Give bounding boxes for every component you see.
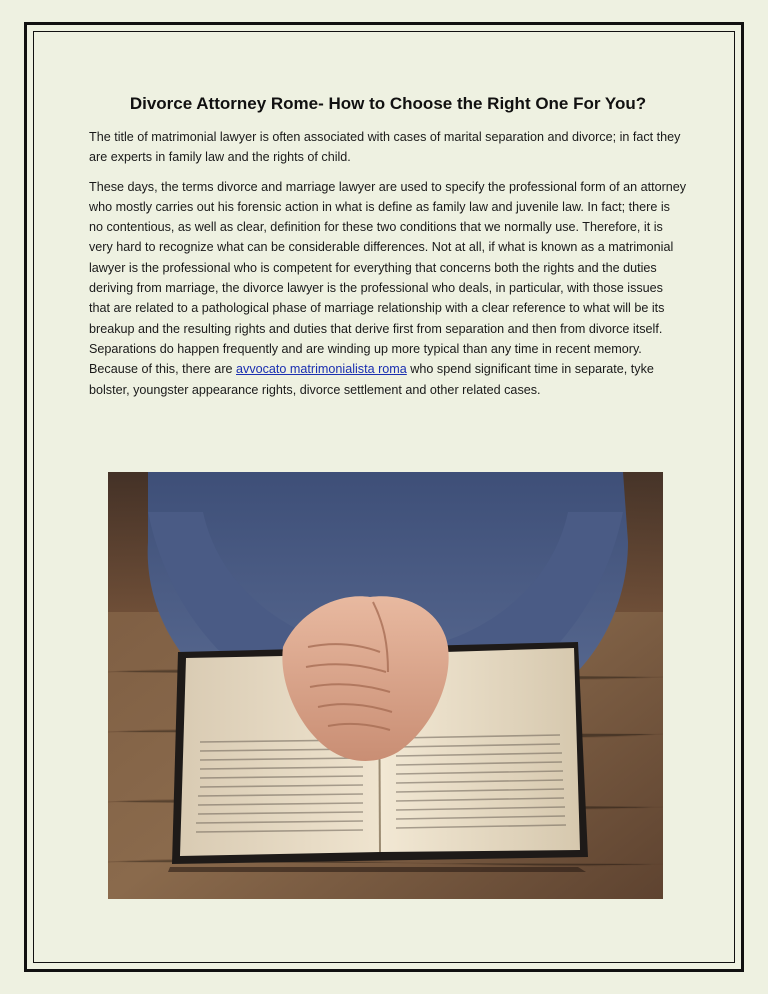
paragraph-intro: The title of matrimonial lawyer is often associated with cases of marital separation and divorce; in fact they are experts in family law and the rights of child.: [89, 130, 681, 165]
praying-hands-bible-photo: [108, 472, 663, 899]
paragraph-main-text-after-link: who spend significant time in separate, tyke bolster, youngster appearance rights, divorce settlement and other related cases.: [89, 362, 654, 397]
paragraph-main-text-before-link: These days, the terms divorce and marriage lawyer are used to specify the professional form of an attorney who mostly carries out his forensic action in what is define as family law and juvenile law. In fact; there is no contentious, as well as clear, definition for these two conditions that we normally use. Therefore, it is very hard to recognize what can be considerable differences. Not at all, if what is known as a matrimonial lawyer is the professional who is competent for everything that concerns both the rights and the duties deriving from marriage, the divorce lawyer is the professional who deals, in particular, with those issues that are related to a pathological phase of marriage relationship with a clear reference to what will be its breakup and the resulting rights and duties that derive first from separation and then from divorce itself. Separations do happen frequently and are winding up more typical than any time in recent memory. Because of this, there are: [89, 179, 687, 377]
document-title: Divorce Attorney Rome- How to Choose the Right One For You?: [129, 94, 647, 113]
document-body: [89, 92, 687, 409]
avvocato-link[interactable]: avvocato matrimonialista roma: [236, 362, 407, 377]
paragraph-main: [89, 177, 687, 400]
